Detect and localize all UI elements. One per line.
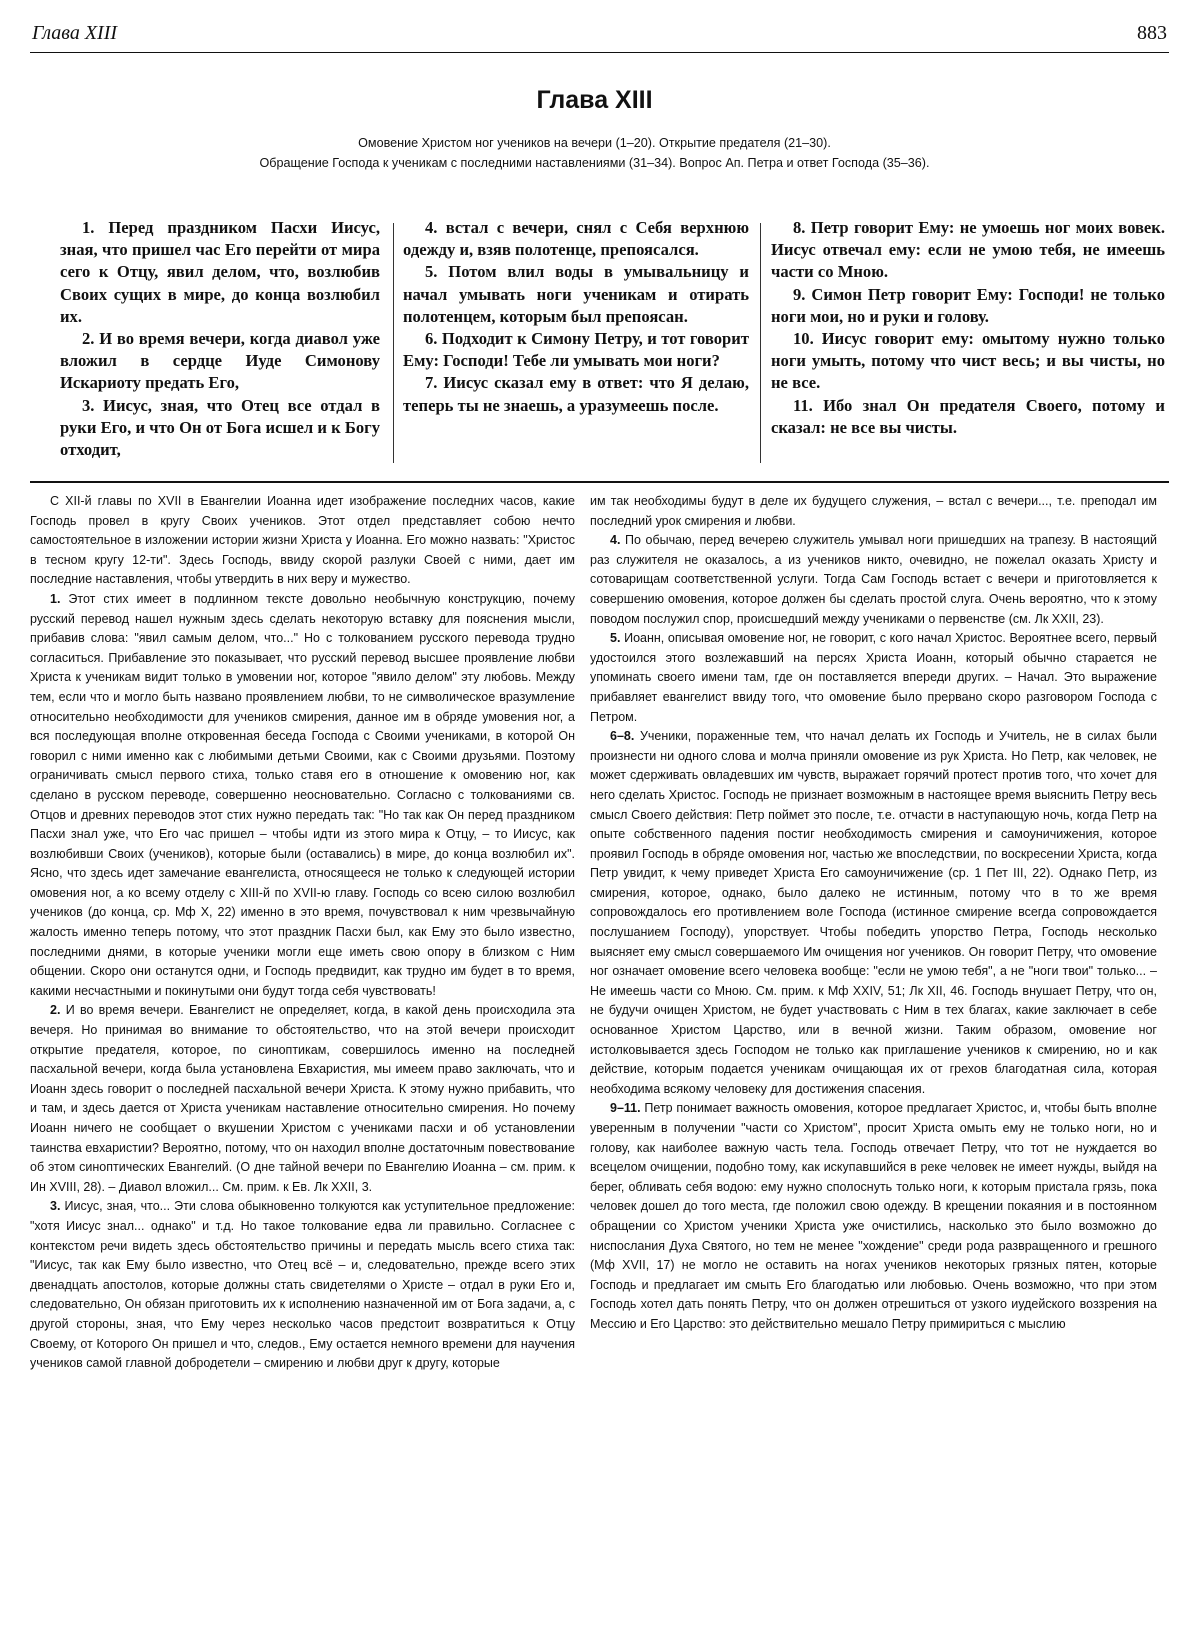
commentary-column-right [590,492,1157,1335]
header-rule [30,52,1169,53]
chapter-summary-line: Обращение Господа к ученикам с последними наставлениями (31–34). Вопрос Ап. Петра и ответ Господа (35–36). [259,156,930,170]
verse-ref: 3. [50,1199,61,1214]
verse-6: 6. Подходит к Симону Петру, и тот говорит Ему: Господи! Тебе ли умывать мои ноги? [403,329,749,371]
commentary-column-left [30,492,575,1374]
commentary-paragraph: 6–8. Ученики, пораженные тем, что начал делать их Господь и Учитель, не в силах были произнести ни одного слова и молча приняли омовение из рук Христа. Но Петр, как человек, не может сдерживать овладевших им чувств, выражает горячий протест против того, что хочет для него сделать Христос. Господь не признает возможным в настоящее время выяснить Петру весь смысл Своего действия: Петр поймет это после, т.е. отчасти в наступающую ночь, когда Петр на опыте собственного падения постиг необходимость смирения и самоуничижения, которое проявил Господь в обряде омовения ног, частью же впоследствии, по воскресении Христа, когда Петр увидит, к чему приведет Христа Его самоуничижение (ср. 1 Пет III, 22). Однако Петр, из смирения, которое, однако, было далеко не истинным, потому что в то же время сопровождалось его противлением воле Господа (истинное смирение всегда сопровождается послушанием Господу), упорствует. Чтобы победить упорство Петра, Господь несколько выясняет ему смысл совершаемого Им очищения ног учеников. Он говорит Петру, что омовение ног означает омовение всего человека вообще: "если не умою тебя", а не "ноги твои" только... – Не имеешь части со Мною. См. прим. к Мф XXIV, 51; Лк XII, 46. Господь внушает Петру, что он, не будучи очищен Христом, не будет участвовать с Ним в тех благах, какие заключает в себе основанное Христом Царство, или в вечной жизни. Таким образом, омовение ног истолковывается здесь Господом не только как приглашение учеников к смирению, но и как действие, которым подается ученикам очищающая их от грехов благодатная сила, которая необходима всякому человеку для достижения спасения. [590,729,1157,1096]
verse-ref: 4. [610,533,621,548]
commentary-continuation: им так необходимы будут в деле их будущего служения, – встал с вечери..., т.е. преподал им последний урок смирения и любви. [590,494,1157,528]
verse-7: 7. Иисус сказал ему в ответ: что Я делаю, теперь ты не знаешь, а уразумеешь после. [403,373,749,415]
column-divider [393,223,394,463]
verse-11: 11. Ибо знал Он предателя Своего, потому и сказал: не все вы чисты. [771,395,1165,437]
verse-ref: 1. [50,591,61,606]
commentary-paragraph: 9–11. Петр понимает важность омовения, которое предлагает Христос, и, чтобы быть вполне уверенным в получении "части со Христом", просит Христа омыть ему не только ноги, но и голову, как наиболее важную часть тела. Господь отвечает Петру, что тот не нуждается во всецелом очищении, подобно тому, как искупавшийся в реке человек не имеет нужды, выйдя на берег, обливать себя водою: ему нужно сполоснуть только ноги, к которым пристала грязь, пока человек дошел до того места, где положил свою одежду. В крещении покаяния и в постоянном обращении со Христом ученики Христа уже очистились, насколько это было возможно до ниспослания Духа Святого, но тем не менее "хождение" среди рода развращенного и грешного (Мф XVII, 17) не могло не оставить на ногах учеников некоторых грязных пятен, которые Господь и предлагает им смыть Его благодатью или любовью. Очень возможно, что при этом Господь хотел дать понять Петру, что он должен отрешиться от узкого иудейского воззрения на Мессию и Его Царство: это действительно мешало Петру примириться с мыслию [590,1101,1157,1331]
commentary-paragraph: 3. Иисус, зная, что... Эти слова обыкновенно толкуются как уступительное предложение: "хотя Иисус знал... однако" и т.д. Но такое толкование едва ли правильно. Согласнее с контекстом речи видеть здесь обстоятельство причины и передать мысль всего стиха так: "Иисус, так как Ему было известно, что Отец всё – и, следовательно, прежде всего этих двенадцать апостолов, которые должны стать свидетелями о Христе – отдал в руки Его и, следовательно, Он обязан приготовить их к исполнению назначенной им от Бога задачи, а, с другой стороны, зная, что Ему через несколько часов предстоит возвратиться к Отцу Своему, от Которого Он пришел и что, следов., Ему остается немного времени для научения учеников самой главной добродетели – смирению и любви друг к другу, которые [30,1199,575,1371]
column-divider [760,223,761,463]
running-header-chapter: Глава XIII [32,22,118,44]
commentary-paragraph: 5. Иоанн, описывая омовение ног, не говорит, с кого начал Христос. Вероятнее всего, первый удостоился этого возлежавший на персях Христа Иоанн, который обычно старается не упоминать своего имени там, где он поставляется впереди других. – Начал. Это выражение прибавляет евангелист ввиду того, что омовение было прервано скоро разговором Господа с Петром. [590,631,1157,724]
verse-column-1 [60,217,380,461]
commentary-paragraph: 2. И во время вечери. Евангелист не определяет, когда, в какой день происходила эта вечеря. Но принимая во внимание то обстоятельство, что на этой вечери происходит открытие предателя, которое, по синоптикам, совершилось именно на последней пасхальной вечери, когда была установлена Евхаристия, мы имеем право заключать, что и Иоанн здесь говорит о последней пасхальной вечери Христа. К этому нужно прибавить, что и там, и здесь дается от Христа ученикам наставление относительно смирения. Но почему Иоанн ничего не сообщает о вкушении Христом с учениками пасхи и об установлении таинства евхаристии? Вероятно, потому, что он находил вполне достаточным повествование об этом синоптических Евангелий. (О дне тайной вечери по Евангелию Иоанна – см. прим. к Ин XVIII, 28). – Диавол вложил... См. прим. к Ев. Лк XXII, 3. [30,1003,575,1194]
verse-8: 8. Петр говорит Ему: не умоешь ног моих вовек. Иисус отвечал ему: если не умою тебя, не имеешь части со Мною. [771,218,1165,282]
verse-1: 1. Перед праздником Пасхи Иисус, зная, что пришел час Его перейти от мира сего к Отцу, явил делом, что, возлюбив Своих сущих в мире, до конца возлюбил их. [60,218,380,326]
verse-column-3 [771,217,1165,439]
verse-3: 3. Иисус, зная, что Отец все отдал в руки Его, и что Он от Бога исшел и к Богу отходит, [60,395,380,460]
verse-4: 4. встал с вечери, снял с Себя верхнюю одежду и, взяв полотенце, препоясался. [403,218,749,260]
scripture-verses [60,217,1165,475]
chapter-title: Глава XIII [536,86,653,114]
verse-ref: 5. [610,631,621,646]
page-number: 883 [1137,22,1167,44]
chapter-summary-line: Омовение Христом ног учеников на вечери (1–20). Открытие предателя (21–30). [358,136,831,150]
verse-10: 10. Иисус говорит ему: омытому нужно только ноги умыть, потому что чист весь; и вы чисты, но не все. [771,329,1165,393]
verse-9: 9. Симон Петр говорит Ему: Господи! не только ноги мои, но и руки и голову. [771,284,1165,326]
commentary-paragraph: 4. По обычаю, перед вечерею служитель умывал ноги пришедших на трапезу. В настоящий раз служителя не оказалось, а из учеников никто, очевидно, не пожелал оказать Христу и сотоварищам соответственной услуги. Тогда Сам Господь встает с вечери и приготовляется к совершению омовения, которое должен бы сделать простой слуга. Очень вероятно, что к этому поводом послужил спор, происшедший между учениками о первенстве (см. Лк XXII, 23). [590,533,1157,626]
commentary-paragraph: С XII-й главы по XVII в Евангелии Иоанна идет изображение последних часов, какие Господь провел в кругу Своих учеников. Этот отдел представляет собою нечто самостоятельное в изложении истории жизни Христа у Иоанна. Его можно назвать: "Христос в тесном кругу 12-ти". Здесь Господь, ввиду скорой разлуки Своей с ними, дает им последние наставления, чтобы утвердить в них веру и мужество. [30,494,575,587]
verse-2: 2. И во время вечери, когда диавол уже вложил в сердце Иуде Симонову Искариоту предать Его, [60,329,380,393]
commentary-paragraph: 1. Этот стих имеет в подлинном тексте довольно необычную конструкцию, почему русский перевод нашел нужным здесь сделать некоторую вставку для пояснения мысли, прибавив слова: "явил самым делом, что..." Но с толкованием русского перевода трудно согласиться. Прибавление это показывает, что русский перевод высшее проявление любви Христа к ученикам видит только в умовении ног, которое "явило делом" эту любовь. Между тем, если что и могло быть названо проявлением любви, то не символическое вразумление относительно необходимости для учеников смирения, данное им в обряде умовения ног, а вся последующая вполне откровенная беседа Господа с Своими учениками, в которой Он говорил с ними именно как с любимыми детьми Своими, как с Своими друзьями. Поэтому ограничивать смысл первого стиха, только ставя его в отношение к омовению ног, как сделано в русском переводе, совершенно неосновательно. Согласно с толкованиями св. Отцов и древних переводов этот стих нужно передать так: "Но так как Он перед праздником Пасхи знал уже, что Его час пришел – чтобы идти из этого мира к Отцу, – то Иисус, как возлюбивши Своих (учеников), которые были (оставались) в мире, до конца возлюбил их". Ясно, что здесь идет замечание евангелиста, относящееся не только к следующей истории омовения ног, а ко всему отделу с XIII-й по XVII-ю главу. Господь со всею силою возлюбил учеников (до конца, ср. Мф X, 22) именно в это время, почувствовал к ним чрезвычайную жалость именно теперь потому, что этот праздник Пасхи был, как Ему это было известно, последними днями, в которые ученики могли еще иметь свою опору в близком с Ним общении. Скоро они останутся одни, и Господь предвидит, как трудно им будет в то время, какими несчастными и покинутыми они будут тогда себя чувствовать! [30,591,575,998]
verse-5: 5. Потом влил воды в умывальницу и начал умывать ноги ученикам и отирать полотенцем, которым был препоясан. [403,262,749,326]
verse-column-2 [403,217,749,417]
chapter-summary [60,133,1129,173]
verse-ref: 2. [50,1003,61,1018]
running-header [32,22,1167,48]
section-rule [30,481,1169,483]
verse-ref: 9–11. [610,1101,641,1116]
verse-ref: 6–8. [610,729,635,744]
